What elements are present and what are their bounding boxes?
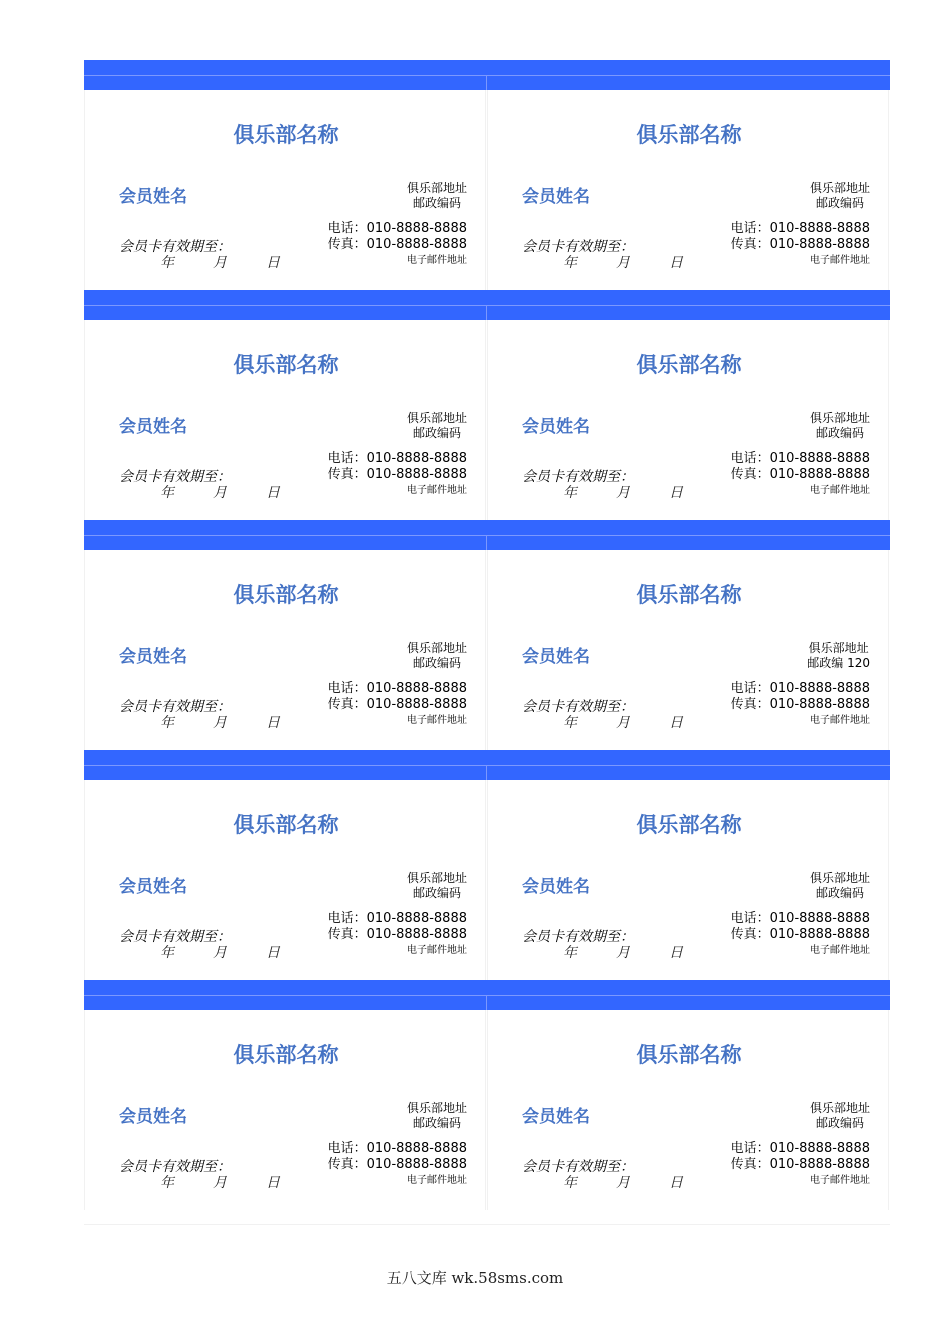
day-label: 日 (266, 1175, 280, 1191)
fax-label: 传真： (730, 1157, 770, 1172)
validity-label: 会员卡有效期至： (119, 929, 231, 945)
club-address: 俱乐部地址 (406, 1101, 467, 1115)
fax-number: 010-8888-8888 (769, 927, 870, 942)
phone-number: 010-8888-8888 (769, 1141, 870, 1156)
month-label: 月 (616, 485, 630, 501)
band-divider (84, 765, 890, 766)
email-address: 电子邮件地址 (407, 1175, 467, 1186)
member-card (84, 1010, 486, 1210)
member-card (487, 320, 889, 520)
phone-row (731, 451, 870, 467)
email-address: 电子邮件地址 (407, 945, 467, 956)
member-name: 会员姓名 (119, 647, 187, 667)
validity-date (563, 1172, 722, 1192)
email-address: 电子邮件地址 (810, 485, 870, 496)
month-label: 月 (616, 715, 630, 731)
year-label: 年 (160, 1175, 174, 1191)
card-row (84, 980, 890, 1210)
fax-row (328, 1157, 467, 1173)
contact-block (328, 911, 467, 958)
fax-row (731, 237, 870, 253)
fax-number: 010-8888-8888 (769, 467, 870, 482)
validity-label: 会员卡有效期至： (522, 929, 634, 945)
phone-label: 电话： (327, 911, 367, 926)
band-divider (84, 535, 890, 536)
fax-row (328, 697, 467, 713)
phone-label: 电话： (730, 1141, 770, 1156)
footer-watermark: 五八文库 wk.58sms.com (386, 1269, 564, 1287)
band-center-line (486, 76, 487, 90)
band-divider (84, 995, 890, 996)
year-label: 年 (160, 485, 174, 501)
phone-number: 010-8888-8888 (366, 681, 467, 696)
fax-number: 010-8888-8888 (366, 1157, 467, 1172)
phone-label: 电话： (327, 451, 367, 466)
member-card (84, 550, 486, 750)
phone-row (328, 451, 467, 467)
day-label: 日 (669, 715, 683, 731)
fax-number: 010-8888-8888 (769, 697, 870, 712)
club-address: 俱乐部地址 (809, 411, 870, 425)
member-name: 会员姓名 (522, 187, 590, 207)
fax-row (328, 927, 467, 943)
fax-label: 传真： (327, 927, 367, 942)
club-address: 俱乐部地址 (406, 871, 467, 885)
year-label: 年 (563, 485, 577, 501)
postcode: 邮政编码 (412, 656, 461, 670)
postcode: 邮政编码 (412, 1116, 461, 1130)
fax-number: 010-8888-8888 (366, 927, 467, 942)
validity-date (563, 252, 722, 272)
day-label: 日 (669, 945, 683, 961)
year-label: 年 (563, 1175, 577, 1191)
club-name: 俱乐部名称 (636, 1043, 742, 1067)
phone-number: 010-8888-8888 (366, 221, 467, 236)
phone-number: 010-8888-8888 (366, 911, 467, 926)
day-label: 日 (266, 485, 280, 501)
fax-label: 传真： (730, 697, 770, 712)
band-center-line (486, 766, 487, 780)
phone-number: 010-8888-8888 (769, 451, 870, 466)
header-band (84, 520, 890, 550)
address-block (407, 641, 467, 671)
phone-label: 电话： (730, 221, 770, 236)
contact-block (731, 451, 870, 498)
fax-label: 传真： (327, 467, 367, 482)
email-address: 电子邮件地址 (407, 715, 467, 726)
club-name: 俱乐部名称 (636, 813, 742, 837)
validity-label: 会员卡有效期至： (119, 469, 231, 485)
month-label: 月 (213, 715, 227, 731)
validity-date (160, 482, 319, 502)
contact-block (328, 681, 467, 728)
member-card (487, 90, 889, 290)
member-name: 会员姓名 (119, 1107, 187, 1127)
band-center-line (486, 306, 487, 320)
card-row (84, 60, 890, 290)
phone-label: 电话： (327, 1141, 367, 1156)
phone-label: 电话： (327, 221, 367, 236)
phone-row (328, 681, 467, 697)
phone-row (731, 1141, 870, 1157)
email-address: 电子邮件地址 (407, 485, 467, 496)
year-label: 年 (160, 945, 174, 961)
postcode: 邮政编码 (412, 196, 461, 210)
validity-date (160, 712, 319, 732)
postcode: 邮政编码 (815, 886, 864, 900)
email-address: 电子邮件地址 (810, 255, 870, 266)
club-name: 俱乐部名称 (233, 1043, 339, 1067)
club-name: 俱乐部名称 (233, 353, 339, 377)
address-block (810, 181, 870, 211)
day-label: 日 (266, 715, 280, 731)
phone-row (731, 681, 870, 697)
club-address: 俱乐部地址 (406, 181, 467, 195)
phone-row (328, 911, 467, 927)
fax-number: 010-8888-8888 (366, 467, 467, 482)
month-label: 月 (213, 945, 227, 961)
address-block (810, 1101, 870, 1131)
club-name: 俱乐部名称 (233, 813, 339, 837)
club-address: 俱乐部地址 (406, 411, 467, 425)
address-block (810, 411, 870, 441)
address-block (407, 181, 467, 211)
club-name: 俱乐部名称 (636, 353, 742, 377)
day-label: 日 (266, 945, 280, 961)
phone-number: 010-8888-8888 (366, 451, 467, 466)
fax-label: 传真： (327, 697, 367, 712)
club-address: 俱乐部地址 (809, 1101, 870, 1115)
validity-label: 会员卡有效期至： (119, 1159, 231, 1175)
phone-row (731, 221, 870, 237)
email-address: 电子邮件地址 (407, 255, 467, 266)
fax-label: 传真： (730, 467, 770, 482)
band-center-line (486, 996, 487, 1010)
phone-label: 电话： (730, 911, 770, 926)
header-band (84, 750, 890, 780)
member-name: 会员姓名 (522, 877, 590, 897)
contact-block (328, 451, 467, 498)
fax-label: 传真： (327, 1157, 367, 1172)
postcode: 邮政编码 (412, 426, 461, 440)
club-name: 俱乐部名称 (636, 583, 742, 607)
fax-row (731, 1157, 870, 1173)
validity-label: 会员卡有效期至： (522, 1159, 634, 1175)
validity-date (563, 942, 722, 962)
fax-label: 传真： (730, 927, 770, 942)
month-label: 月 (616, 945, 630, 961)
address-block (407, 1101, 467, 1131)
contact-block (328, 221, 467, 268)
member-name: 会员姓名 (522, 647, 590, 667)
member-card (487, 780, 889, 980)
band-center-line (486, 536, 487, 550)
sheet-bottom-edge (84, 1224, 890, 1225)
month-label: 月 (616, 255, 630, 271)
phone-row (328, 1141, 467, 1157)
band-divider (84, 75, 890, 76)
year-label: 年 (563, 945, 577, 961)
day-label: 日 (266, 255, 280, 271)
member-name: 会员姓名 (522, 417, 590, 437)
fax-number: 010-8888-8888 (366, 697, 467, 712)
address-block (807, 641, 870, 671)
validity-date (160, 252, 319, 272)
validity-date (563, 482, 722, 502)
club-address: 俱乐部地址 (809, 181, 870, 195)
business-card-sheet (84, 60, 890, 1210)
club-address: 俱乐部地址 (808, 641, 869, 655)
header-band (84, 290, 890, 320)
year-label: 年 (160, 715, 174, 731)
member-card (84, 320, 486, 520)
fax-number: 010-8888-8888 (769, 1157, 870, 1172)
header-band (84, 980, 890, 1010)
header-band (84, 60, 890, 90)
club-name: 俱乐部名称 (233, 123, 339, 147)
club-name: 俱乐部名称 (233, 583, 339, 607)
card-row (84, 520, 890, 750)
postcode: 邮政编码 (815, 426, 864, 440)
phone-label: 电话： (327, 681, 367, 696)
member-card (487, 1010, 889, 1210)
member-name: 会员姓名 (522, 1107, 590, 1127)
fax-row (328, 467, 467, 483)
fax-label: 传真： (327, 237, 367, 252)
phone-number: 010-8888-8888 (769, 221, 870, 236)
fax-row (731, 927, 870, 943)
address-block (407, 411, 467, 441)
year-label: 年 (563, 255, 577, 271)
member-name: 会员姓名 (119, 417, 187, 437)
postcode: 邮政编 120 (807, 656, 870, 670)
validity-label: 会员卡有效期至： (119, 699, 231, 715)
contact-block (731, 221, 870, 268)
validity-label: 会员卡有效期至： (119, 239, 231, 255)
card-row (84, 750, 890, 980)
validity-date (160, 942, 319, 962)
month-label: 月 (213, 255, 227, 271)
validity-label: 会员卡有效期至： (522, 239, 634, 255)
postcode: 邮政编码 (815, 196, 864, 210)
phone-number: 010-8888-8888 (769, 681, 870, 696)
contact-block (731, 911, 870, 958)
card-row (84, 290, 890, 520)
phone-row (731, 911, 870, 927)
club-address: 俱乐部地址 (406, 641, 467, 655)
phone-label: 电话： (730, 681, 770, 696)
address-block (407, 871, 467, 901)
year-label: 年 (160, 255, 174, 271)
member-card (487, 550, 889, 750)
band-divider (84, 305, 890, 306)
fax-number: 010-8888-8888 (366, 237, 467, 252)
fax-row (731, 697, 870, 713)
member-card (84, 90, 486, 290)
contact-block (731, 1141, 870, 1188)
month-label: 月 (616, 1175, 630, 1191)
member-card (84, 780, 486, 980)
validity-date (563, 712, 722, 732)
validity-label: 会员卡有效期至： (522, 699, 634, 715)
contact-block (328, 1141, 467, 1188)
address-block (810, 871, 870, 901)
club-address: 俱乐部地址 (809, 871, 870, 885)
phone-number: 010-8888-8888 (366, 1141, 467, 1156)
email-address: 电子邮件地址 (810, 1175, 870, 1186)
club-name: 俱乐部名称 (636, 123, 742, 147)
phone-label: 电话： (730, 451, 770, 466)
contact-block (731, 681, 870, 728)
fax-label: 传真： (730, 237, 770, 252)
member-name: 会员姓名 (119, 187, 187, 207)
fax-row (328, 237, 467, 253)
day-label: 日 (669, 485, 683, 501)
phone-number: 010-8888-8888 (769, 911, 870, 926)
month-label: 月 (213, 485, 227, 501)
email-address: 电子邮件地址 (810, 945, 870, 956)
postcode: 邮政编码 (412, 886, 461, 900)
validity-date (160, 1172, 319, 1192)
year-label: 年 (563, 715, 577, 731)
day-label: 日 (669, 1175, 683, 1191)
day-label: 日 (669, 255, 683, 271)
member-name: 会员姓名 (119, 877, 187, 897)
email-address: 电子邮件地址 (810, 715, 870, 726)
fax-number: 010-8888-8888 (769, 237, 870, 252)
month-label: 月 (213, 1175, 227, 1191)
postcode: 邮政编码 (815, 1116, 864, 1130)
fax-row (731, 467, 870, 483)
phone-row (328, 221, 467, 237)
validity-label: 会员卡有效期至： (522, 469, 634, 485)
